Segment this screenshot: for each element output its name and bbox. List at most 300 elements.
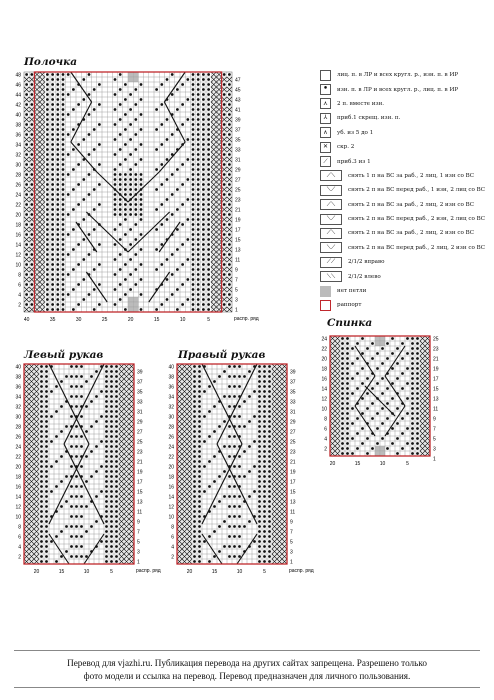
purl-dot (341, 447, 344, 450)
purl-dot (366, 452, 369, 455)
purl-dot (202, 213, 205, 216)
row-label: 2 (171, 554, 174, 561)
purl-dot (228, 203, 231, 206)
purl-dot (202, 298, 205, 301)
purl-dot (192, 138, 195, 141)
purl-dot (62, 158, 65, 161)
purl-dot (198, 535, 201, 538)
purl-dot (30, 213, 33, 216)
purl-dot (40, 490, 43, 493)
row-label: 8 (18, 524, 21, 531)
back-chart-title: Спинка (327, 317, 373, 329)
purl-dot (268, 455, 271, 458)
purl-dot (386, 342, 389, 345)
legend-text: снять 2 п на ВС перед раб., 2 изн, 2 лиц со ВС (348, 216, 485, 223)
purl-dot (386, 447, 389, 450)
purl-dot (134, 223, 137, 226)
purl-dot (40, 510, 43, 513)
purl-dot (45, 415, 48, 418)
purl-dot (346, 427, 349, 430)
legend-item (320, 212, 492, 226)
purl-dot (55, 560, 58, 563)
purl-dot (197, 198, 200, 201)
purl-dot (110, 510, 113, 513)
row-label: 31 (290, 409, 296, 416)
row-label: 24 (321, 336, 327, 343)
purl-dot (203, 440, 206, 443)
purl-dot (100, 440, 103, 443)
purl-dot (186, 78, 189, 81)
purl-dot (197, 243, 200, 246)
purl-dot (223, 203, 226, 206)
purl-dot (238, 475, 241, 478)
purl-dot (207, 133, 210, 136)
purl-dot (46, 158, 49, 161)
purl-dot (411, 372, 414, 375)
purl-dot (268, 440, 271, 443)
row-label: 5 (235, 287, 238, 294)
purl-dot (105, 460, 108, 463)
purl-dot (129, 203, 132, 206)
purl-dot (258, 535, 261, 538)
purl-dot (88, 253, 91, 256)
purl-dot (197, 223, 200, 226)
purl-dot (341, 352, 344, 355)
purl-dot (192, 173, 195, 176)
purl-dot (263, 455, 266, 458)
purl-dot (110, 395, 113, 398)
purl-dot (192, 153, 195, 156)
purl-dot (124, 233, 127, 236)
purl-dot (51, 288, 54, 291)
purl-dot (416, 382, 419, 385)
purl-dot (192, 143, 195, 146)
purl-dot (406, 397, 409, 400)
purl-dot (263, 545, 266, 548)
purl-dot (268, 545, 271, 548)
purl-dot (140, 183, 143, 186)
column-label: 35 (49, 317, 56, 323)
purl-dot (213, 555, 216, 558)
left_sleeve-svg (10, 360, 160, 585)
purl-dot (56, 133, 59, 136)
purl-dot (176, 188, 179, 191)
purl-dot (56, 153, 59, 156)
purl-dot (46, 218, 49, 221)
purl-dot (46, 98, 49, 101)
purl-dot (233, 545, 236, 548)
purl-dot (253, 390, 256, 393)
purl-dot (134, 118, 137, 121)
row-label: 30 (168, 414, 174, 421)
purl-dot (40, 400, 43, 403)
purl-dot (80, 445, 83, 448)
purl-dot (75, 405, 78, 408)
purl-dot (62, 128, 65, 131)
legend (320, 68, 492, 313)
purl-dot (233, 485, 236, 488)
purl-dot (75, 515, 78, 518)
purl-dot (198, 425, 201, 428)
purl-dot (411, 412, 414, 415)
purl-dot (56, 118, 59, 121)
purl-dot (197, 193, 200, 196)
purl-dot (45, 435, 48, 438)
purl-dot (85, 455, 88, 458)
purl-dot (192, 83, 195, 86)
purl-dot (40, 545, 43, 548)
purl-dot (193, 455, 196, 458)
purl-dot (197, 208, 200, 211)
purl-dot (223, 193, 226, 196)
purl-dot (258, 480, 261, 483)
row-label: 20 (15, 464, 21, 471)
row-label: 36 (15, 132, 21, 139)
purl-dot (207, 238, 210, 241)
purl-dot (105, 420, 108, 423)
purl-dot (62, 183, 65, 186)
purl-dot (346, 397, 349, 400)
row-label: 36 (15, 384, 21, 391)
purl-dot (40, 540, 43, 543)
purl-dot (114, 138, 117, 141)
row-label: 32 (15, 404, 21, 411)
purl-dot (70, 435, 73, 438)
purl-dot (45, 560, 48, 563)
purl-dot (51, 198, 54, 201)
purl-dot (72, 308, 75, 311)
purl-dot (115, 555, 118, 558)
purl-dot (51, 298, 54, 301)
legend-text: снять 2 п на ВС перед раб., 1 изн, 2 лиц со ВС (348, 187, 485, 194)
purl-dot (263, 485, 266, 488)
purl-dot (192, 243, 195, 246)
purl-dot (193, 545, 196, 548)
purl-dot (258, 405, 261, 408)
row-label: 25 (433, 336, 439, 343)
purl-dot (228, 555, 231, 558)
purl-dot (67, 93, 70, 96)
purl-dot (228, 233, 231, 236)
purl-dot (406, 382, 409, 385)
purl-dot (105, 450, 108, 453)
purl-dot (416, 437, 419, 440)
purl-dot (197, 173, 200, 176)
purl-dot (114, 193, 117, 196)
purl-dot (203, 415, 206, 418)
purl-dot (228, 93, 231, 96)
row-label: 6 (18, 534, 21, 541)
purl-dot (115, 480, 118, 483)
purl-dot (207, 148, 210, 151)
purl-dot (115, 445, 118, 448)
purl-dot (134, 198, 137, 201)
purl-dot (202, 133, 205, 136)
purl-dot (223, 153, 226, 156)
purl-dot (56, 308, 59, 311)
purl-dot (223, 293, 226, 296)
purl-dot (263, 490, 266, 493)
purl-dot (341, 342, 344, 345)
purl-dot (55, 385, 58, 388)
purl-dot (80, 485, 83, 488)
purl-dot (253, 440, 256, 443)
column-label: 5 (110, 569, 113, 575)
purl-dot (75, 425, 78, 428)
purl-dot (233, 445, 236, 448)
purl-dot (202, 238, 205, 241)
purl-dot (351, 347, 354, 350)
row-label: 20 (15, 212, 21, 219)
purl-dot (46, 308, 49, 311)
purl-dot (228, 485, 231, 488)
purl-dot (197, 118, 200, 121)
purl-dot (56, 233, 59, 236)
purl-dot (67, 253, 70, 256)
purl-dot (193, 500, 196, 503)
purl-dot (46, 198, 49, 201)
purl-dot (198, 450, 201, 453)
purl-dot (70, 495, 73, 498)
purl-dot (202, 153, 205, 156)
purl-dot (228, 435, 231, 438)
purl-dot (263, 430, 266, 433)
purl-dot (90, 425, 93, 428)
purl-dot (181, 103, 184, 106)
purl-dot (25, 273, 28, 276)
purl-dot (207, 253, 210, 256)
purl-dot (56, 213, 59, 216)
purl-dot (155, 128, 158, 131)
purl-dot (193, 520, 196, 523)
purl-dot (197, 103, 200, 106)
front-chart (12, 68, 259, 338)
purl-dot (62, 103, 65, 106)
purl-dot (40, 465, 43, 468)
purl-dot (202, 168, 205, 171)
row-label: 44 (15, 92, 21, 99)
purl-dot (208, 460, 211, 463)
purl-dot (202, 118, 205, 121)
purl-dot (181, 243, 184, 246)
purl-dot (391, 442, 394, 445)
purl-dot (213, 455, 216, 458)
purl-dot (258, 515, 261, 518)
purl-dot (197, 203, 200, 206)
purl-dot (202, 183, 205, 186)
cable-left-icon: ⟍⟍ (320, 271, 342, 282)
purl-dot (263, 425, 266, 428)
column-label: 5 (263, 569, 266, 575)
purl-dot (25, 243, 28, 246)
purl-dot (40, 405, 43, 408)
purl-dot (129, 208, 132, 211)
purl-dot (115, 535, 118, 538)
purl-dot (263, 395, 266, 398)
purl-dot (197, 163, 200, 166)
purl-dot (134, 208, 137, 211)
purl-dot (129, 273, 132, 276)
purl-dot (90, 450, 93, 453)
purl-dot (46, 263, 49, 266)
purl-dot (25, 103, 28, 106)
purl-dot (124, 213, 127, 216)
purl-dot (98, 283, 101, 286)
purl-dot (371, 402, 374, 405)
purl-dot (268, 510, 271, 513)
row-label: 25 (137, 439, 143, 446)
purl-dot (258, 370, 261, 373)
purl-dot (110, 400, 113, 403)
purl-dot (129, 93, 132, 96)
purl-dot (198, 440, 201, 443)
purl-dot (198, 465, 201, 468)
purl-dot (346, 402, 349, 405)
purl-dot (114, 198, 117, 201)
purl-dot (207, 213, 210, 216)
row-label: 27 (137, 429, 143, 436)
purl-dot (115, 375, 118, 378)
purl-dot (60, 480, 63, 483)
purl-dot (346, 352, 349, 355)
purl-dot (268, 430, 271, 433)
purl-dot (51, 303, 54, 306)
purl-dot (268, 500, 271, 503)
purl-dot (45, 385, 48, 388)
purl-dot (114, 213, 117, 216)
row-label: 11 (235, 257, 241, 264)
purl-dot (30, 73, 33, 76)
purl-dot (140, 213, 143, 216)
purl-dot (100, 415, 103, 418)
purl-dot (140, 248, 143, 251)
row-label: 23 (235, 197, 241, 204)
purl-dot (105, 455, 108, 458)
purl-dot (371, 447, 374, 450)
row-label: 43 (235, 97, 241, 104)
purl-dot (198, 555, 201, 558)
purl-dot (223, 73, 226, 76)
purl-dot (124, 203, 127, 206)
purl-dot (197, 293, 200, 296)
purl-dot (25, 203, 28, 206)
purl-dot (46, 88, 49, 91)
row-label: 8 (18, 272, 21, 279)
purl-dot (243, 400, 246, 403)
purl-dot (40, 555, 43, 558)
legend-item (320, 298, 492, 312)
purl-dot (207, 73, 210, 76)
purl-dot (62, 203, 65, 206)
purl-dot (207, 128, 210, 131)
purl-dot (202, 138, 205, 141)
purl-dot (197, 123, 200, 126)
purl-dot (411, 362, 414, 365)
purl-dot (416, 447, 419, 450)
purl-dot (263, 555, 266, 558)
purl-dot (263, 365, 266, 368)
purl-dot (263, 550, 266, 553)
purl-dot (268, 405, 271, 408)
purl-dot (192, 303, 195, 306)
purl-dot (80, 375, 83, 378)
column-label: 10 (236, 569, 243, 575)
purl-dot (207, 228, 210, 231)
purl-dot (110, 425, 113, 428)
purl-dot (75, 365, 78, 368)
purl-dot (411, 352, 414, 355)
purl-dot (105, 465, 108, 468)
purl-dot (160, 243, 163, 246)
purl-dot (105, 475, 108, 478)
purl-dot (192, 253, 195, 256)
purl-dot (56, 218, 59, 221)
purl-dot (243, 425, 246, 428)
purl-dot (207, 98, 210, 101)
purl-dot (391, 382, 394, 385)
purl-dot (40, 530, 43, 533)
purl-dot (140, 128, 143, 131)
purl-dot (202, 163, 205, 166)
purl-dot (82, 298, 85, 301)
purl-dot (166, 278, 169, 281)
row-label: 40 (15, 112, 21, 119)
purl-dot (51, 283, 54, 286)
row-label: 29 (137, 419, 143, 426)
purl-dot (40, 475, 43, 478)
purl-dot (268, 385, 271, 388)
row-label: 26 (15, 182, 21, 189)
purl-dot (119, 188, 122, 191)
purl-dot (67, 113, 70, 116)
purl-dot (258, 410, 261, 413)
no-stitch-icon (320, 286, 331, 297)
row-label: 22 (15, 202, 21, 209)
row-label: 39 (137, 369, 143, 376)
purl-dot (51, 88, 54, 91)
purl-dot (45, 370, 48, 373)
purl-dot (197, 283, 200, 286)
purl-dot (416, 412, 419, 415)
purl-dot (56, 128, 59, 131)
purl-dot (263, 470, 266, 473)
purl-dot (411, 437, 414, 440)
purl-dot (124, 143, 127, 146)
purl-dot (186, 98, 189, 101)
purl-dot (105, 550, 108, 553)
purl-dot (51, 178, 54, 181)
purl-dot (258, 420, 261, 423)
purl-dot (46, 93, 49, 96)
purl-dot (80, 385, 83, 388)
purl-dot (51, 218, 54, 221)
purl-dot (134, 103, 137, 106)
purl-dot (411, 407, 414, 410)
purl-dot (46, 153, 49, 156)
purl-dot (40, 500, 43, 503)
purl-dot (263, 415, 266, 418)
purl-dot (105, 400, 108, 403)
purl-dot (361, 442, 364, 445)
purl-dot (105, 375, 108, 378)
row-label: 10 (15, 514, 21, 521)
purl-dot (110, 520, 113, 523)
row-label: 26 (168, 434, 174, 441)
purl-dot (197, 78, 200, 81)
purl-dot (51, 308, 54, 311)
purl-dot (62, 273, 65, 276)
purl-dot (115, 415, 118, 418)
